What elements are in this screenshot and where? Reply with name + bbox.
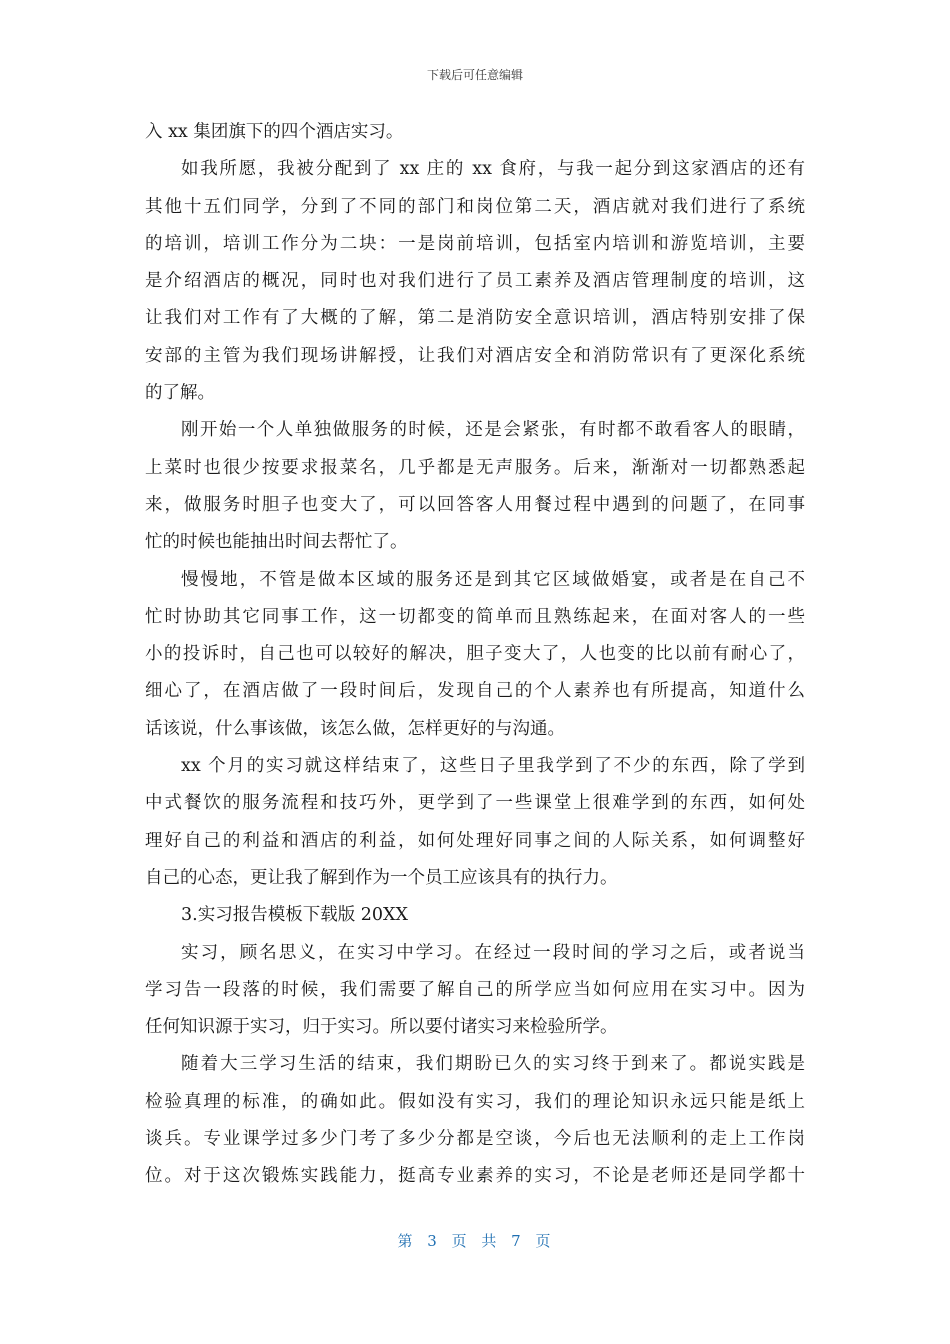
- text-line: 任何知识源于实习，归于实习。所以要付诸实习来检验所学。: [145, 1017, 618, 1038]
- text-line: 让我们对工作有了大概的了解，第二是消防安全意识培训，酒店特别安排了保: [145, 308, 805, 329]
- text-line: 的了解。: [145, 383, 215, 404]
- text-line: 入 xx 集团旗下的四个酒店实习。: [145, 122, 404, 142]
- page-number: 第 3 页 共 7 页: [397, 1232, 553, 1250]
- text-line: 其他十五们同学，分到了不同的部门和岗位第二天，酒店就对我们进行了系统: [145, 196, 805, 217]
- text-line: 学习告一段落的时候，我们需要了解自己的所学应当如何应用在实习中。因为: [145, 979, 805, 1000]
- text-line: 刚开始一个人单独做服务的时候，还是会紧张，有时都不敢看客人的眼睛，: [181, 420, 805, 441]
- page-header: 下载后可任意编辑: [426, 68, 523, 82]
- text-line: 自己的心态，更让我了解到作为一个员工应该具有的执行力。: [145, 867, 618, 888]
- text-line: 忙时协助其它同事工作，这一切都变的简单而且熟练起来，在面对客人的一些: [145, 606, 805, 627]
- text-line: 如我所愿，我被分配到了 xx 庄的 xx 食府，与我一起分到这家酒店的还有: [181, 159, 805, 180]
- text-line: 实习，顾名思义，在实习中学习。在经过一段时间的学习之后，或者说当: [181, 942, 805, 963]
- text-line: 中式餐饮的服务流程和技巧外，更学到了一些课堂上很难学到的东西，如何处: [145, 793, 805, 814]
- text-line: 谈兵。专业课学过多少门考了多少分都是空谈，今后也无法顺利的走上工作岗: [145, 1129, 805, 1150]
- text-line: 的培训，培训工作分为二块：一是岗前培训，包括室内培训和游览培训，主要: [145, 233, 805, 254]
- text-line: 慢慢地，不管是做本区域的服务还是到其它区域做婚宴，或者是在自己不: [181, 569, 805, 590]
- text-line: 随着大三学习生活的结束，我们期盼已久的实习终于到来了。都说实践是: [181, 1054, 805, 1075]
- text-line: 来，做服务时胆子也变大了，可以回答客人用餐过程中遇到的问题了，在同事: [145, 494, 805, 515]
- document-body: [145, 114, 805, 1196]
- text-line: 是介绍酒店的概况，同时也对我们进行了员工素养及酒店管理制度的培训，这: [145, 271, 805, 292]
- text-line: 检验真理的标准，的确如此。假如没有实习，我们的理论知识永远只能是纸上: [145, 1091, 805, 1112]
- text-line: 细心了，在酒店做了一段时间后，发现自己的个人素养也有所提高，知道什么: [145, 681, 805, 702]
- text-line: 忙的时候也能抽出时间去帮忙了。: [145, 532, 408, 553]
- text-line: 上菜时也很少按要求报菜名，几乎都是无声服务。后来，渐渐对一切都熟悉起: [145, 457, 805, 478]
- text-line: 小的投诉时，自己也可以较好的解决，胆子变大了，人也变的比以前有耐心了，: [145, 644, 805, 665]
- text-line: 3.实习报告模板下载版 20XX: [181, 905, 408, 926]
- text-line: 话该说，什么事该做，该怎么做，怎样更好的与沟通。: [145, 718, 565, 739]
- text-line: 安部的主管为我们现场讲解授，让我们对酒店安全和消防常识有了更深化系统: [145, 345, 805, 366]
- text-line: 理好自己的利益和酒店的利益，如何处理好同事之间的人际关系，如何调整好: [145, 830, 805, 851]
- text-line: 位。对于这次锻炼实践能力，挺高专业素养的实习，不论是老师还是同学都十: [145, 1166, 805, 1187]
- text-line: xx 个月的实习就这样结束了，这些日子里我学到了不少的东西，除了学到: [181, 756, 805, 777]
